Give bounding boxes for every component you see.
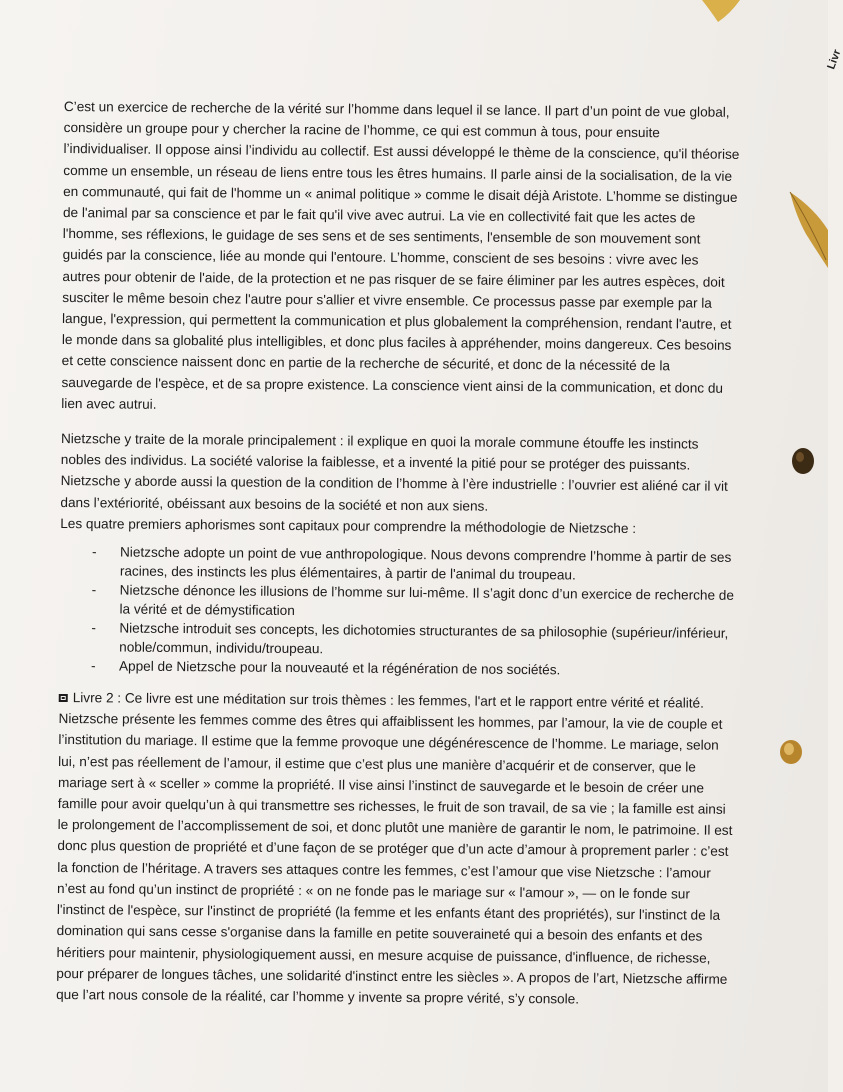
paragraph-morale: Nietzsche y traite de la morale principalement : il explique en quoi la morale commune étouffe les instincts nobles des individus. La société valorise la faiblesse, et a inventé la pitié pour se protéger des puissants.	[60, 431, 699, 473]
list-item	[60, 542, 736, 586]
checkbox-bullet-icon	[59, 694, 68, 702]
aphorism-text: Nietzsche adopte un point de vue anthropologique. Nous devons comprendre l’homme à partir de ses racines, des instincts les plus élémentaires, à partir de l'animal du troupeau.	[119, 544, 732, 583]
livre-2-text: Livre 2 : Ce livre est une méditation sur trois thèmes : les femmes, l'art et le rapport entre vérité et réalité. Nietzsche présente les femmes comme des êtres qui affaiblissent les hommes, par l’amour, la vie de couple et l’institution du mariage. Il estime que la femme provoque une dégénérescence de l’homme. Le mariage, selon lui, n’est pas réellement de l’amour, il estime que c’est plus une manière d’acquérir et de conserver, que le mariage sert à « sceller » comme la propriété. Il vise ainsi l’instinct de sauvegarde et le besoin de créer une famille pour avoir quelqu’un à qui transmettre ses richesses, le fruit de son travail, de sa vie ; la famille est ainsi le prolongement de l’accomplissement de soi, et donc plutôt une manière de garantir le nom, le patrimoine. Il est donc plus question de propriété et d’une façon de se protéger que d’un acte d’amour à proprement parler : c’est la fonction de l’héritage. A travers ses attaques contre les femmes, c’est l’amour que vise Nietzsche : l’amour n’est au fond qu’un instinct de propriété : « on ne fonde pas le mariage sur « l'amour », — on le fonde sur l'instinct de l'espèce, sur l'instinct de propriété (la femme et les enfants étant des propriétés), sur l'instinct de la domination qui sans cesse s'organise dans la famille en petite souveraineté qui a besoin des enfants et des héritiers pour maintenir, physiologiquement aussi, en mesure acquise de puissance, d'influence, de richesse, pour préparer de longues tâches, une solidarité d'instinct entre les siècles ». A propos de l’art, Nietzsche affirme que l’art nous console de la réalité, car l’homme y invente sa propre vérité, s’y console.	[56, 690, 733, 1007]
seed-golden-decoration	[778, 738, 804, 766]
leaf-top-decoration	[700, 0, 750, 24]
aphorism-text: Appel de Nietzsche pour la nouveauté et la régénération de nos sociétés.	[118, 658, 561, 678]
paragraph-condition-ouvrier: Nietzsche y aborde aussi la question de la condition de l’homme à l’ère industrielle : l’ouvrier est aliéné car il vit dans l’extériorité, obéissant aux besoins de la société et non aux siens.	[60, 473, 728, 514]
dash-marker: -	[91, 620, 96, 636]
aphorism-text: Nietzsche introduit ses concepts, les dichotomies structurantes de sa philosophie (supérieur/inférieur, noble/commun, individu/troupeau.	[119, 620, 729, 657]
dash-marker: -	[91, 544, 97, 560]
paragraph-livre-2	[56, 687, 735, 1011]
document-body	[56, 96, 740, 1025]
dash-marker: -	[91, 582, 97, 598]
edge-label: Livr	[825, 48, 843, 72]
list-item	[59, 618, 735, 662]
leaf-right-decoration	[786, 190, 828, 270]
dash-marker: -	[90, 658, 96, 674]
aphorism-text: Nietzsche dénonce les illusions de l’homme sur lui-même. Il s’agit donc d’un exercice de recherche de la vérité et de démystification	[119, 582, 735, 619]
paragraph-aphorismes-intro: Les quatre premiers aphorismes sont capitaux pour comprendre la méthodologie de Nietzsche :	[60, 515, 637, 536]
seed-dark-decoration	[790, 446, 816, 476]
aphorisms-list	[59, 542, 736, 681]
list-item	[59, 580, 735, 624]
paragraph-conscience: C’est un exercice de recherche de la vérité sur l’homme dans lequel il se lance. Il part d’un point de vue global, considère un groupe pour y chercher la racine de l’homme, ce qui est commun à tous, pour ensuite l’individualiser. Il oppose ainsi l’individu au collectif. Est aussi développé le thème de la conscience, qu'il théorise comme un ensemble, un réseau de liens entre tous les êtres humains. Il parle ainsi de la socialisation, de la vie en communauté, qui fait de l'homme un « animal politique » comme le disait déjà Aristote. L’homme se distingue de l'animal par sa conscience et par le fait qu'il vive avec autrui. La vie en collectivité fait que les actes de l'homme, ses réflexions, le guidage de ses sens et de ses sentiments, l'ensemble de son mouvement sont guidés par la conscience, liée au monde qui l'entoure. L’homme, conscient de ses besoins : vivre avec les autres pour obtenir de l'aide, de la protection et ne pas risquer de se faire éliminer par les autres espèces, doit susciter le même besoin chez l'autre pour s'allier et vivre ensemble. Ce processus passe par exemple par la langue, l'expression, qui permettent la communication et plus globalement la compréhension, rendant l'autre, et le monde dans sa globalité plus intelligibles, et donc plus faciles à appréhender, moins dangereux. Ces besoins et cette conscience naissent donc en partie de la recherche de sécurité, et donc de la nécessité de la sauvegarde de l'espèce, et de sa propre existence. La conscience vient ainsi de la communication, et donc du lien avec autrui.	[61, 98, 740, 412]
